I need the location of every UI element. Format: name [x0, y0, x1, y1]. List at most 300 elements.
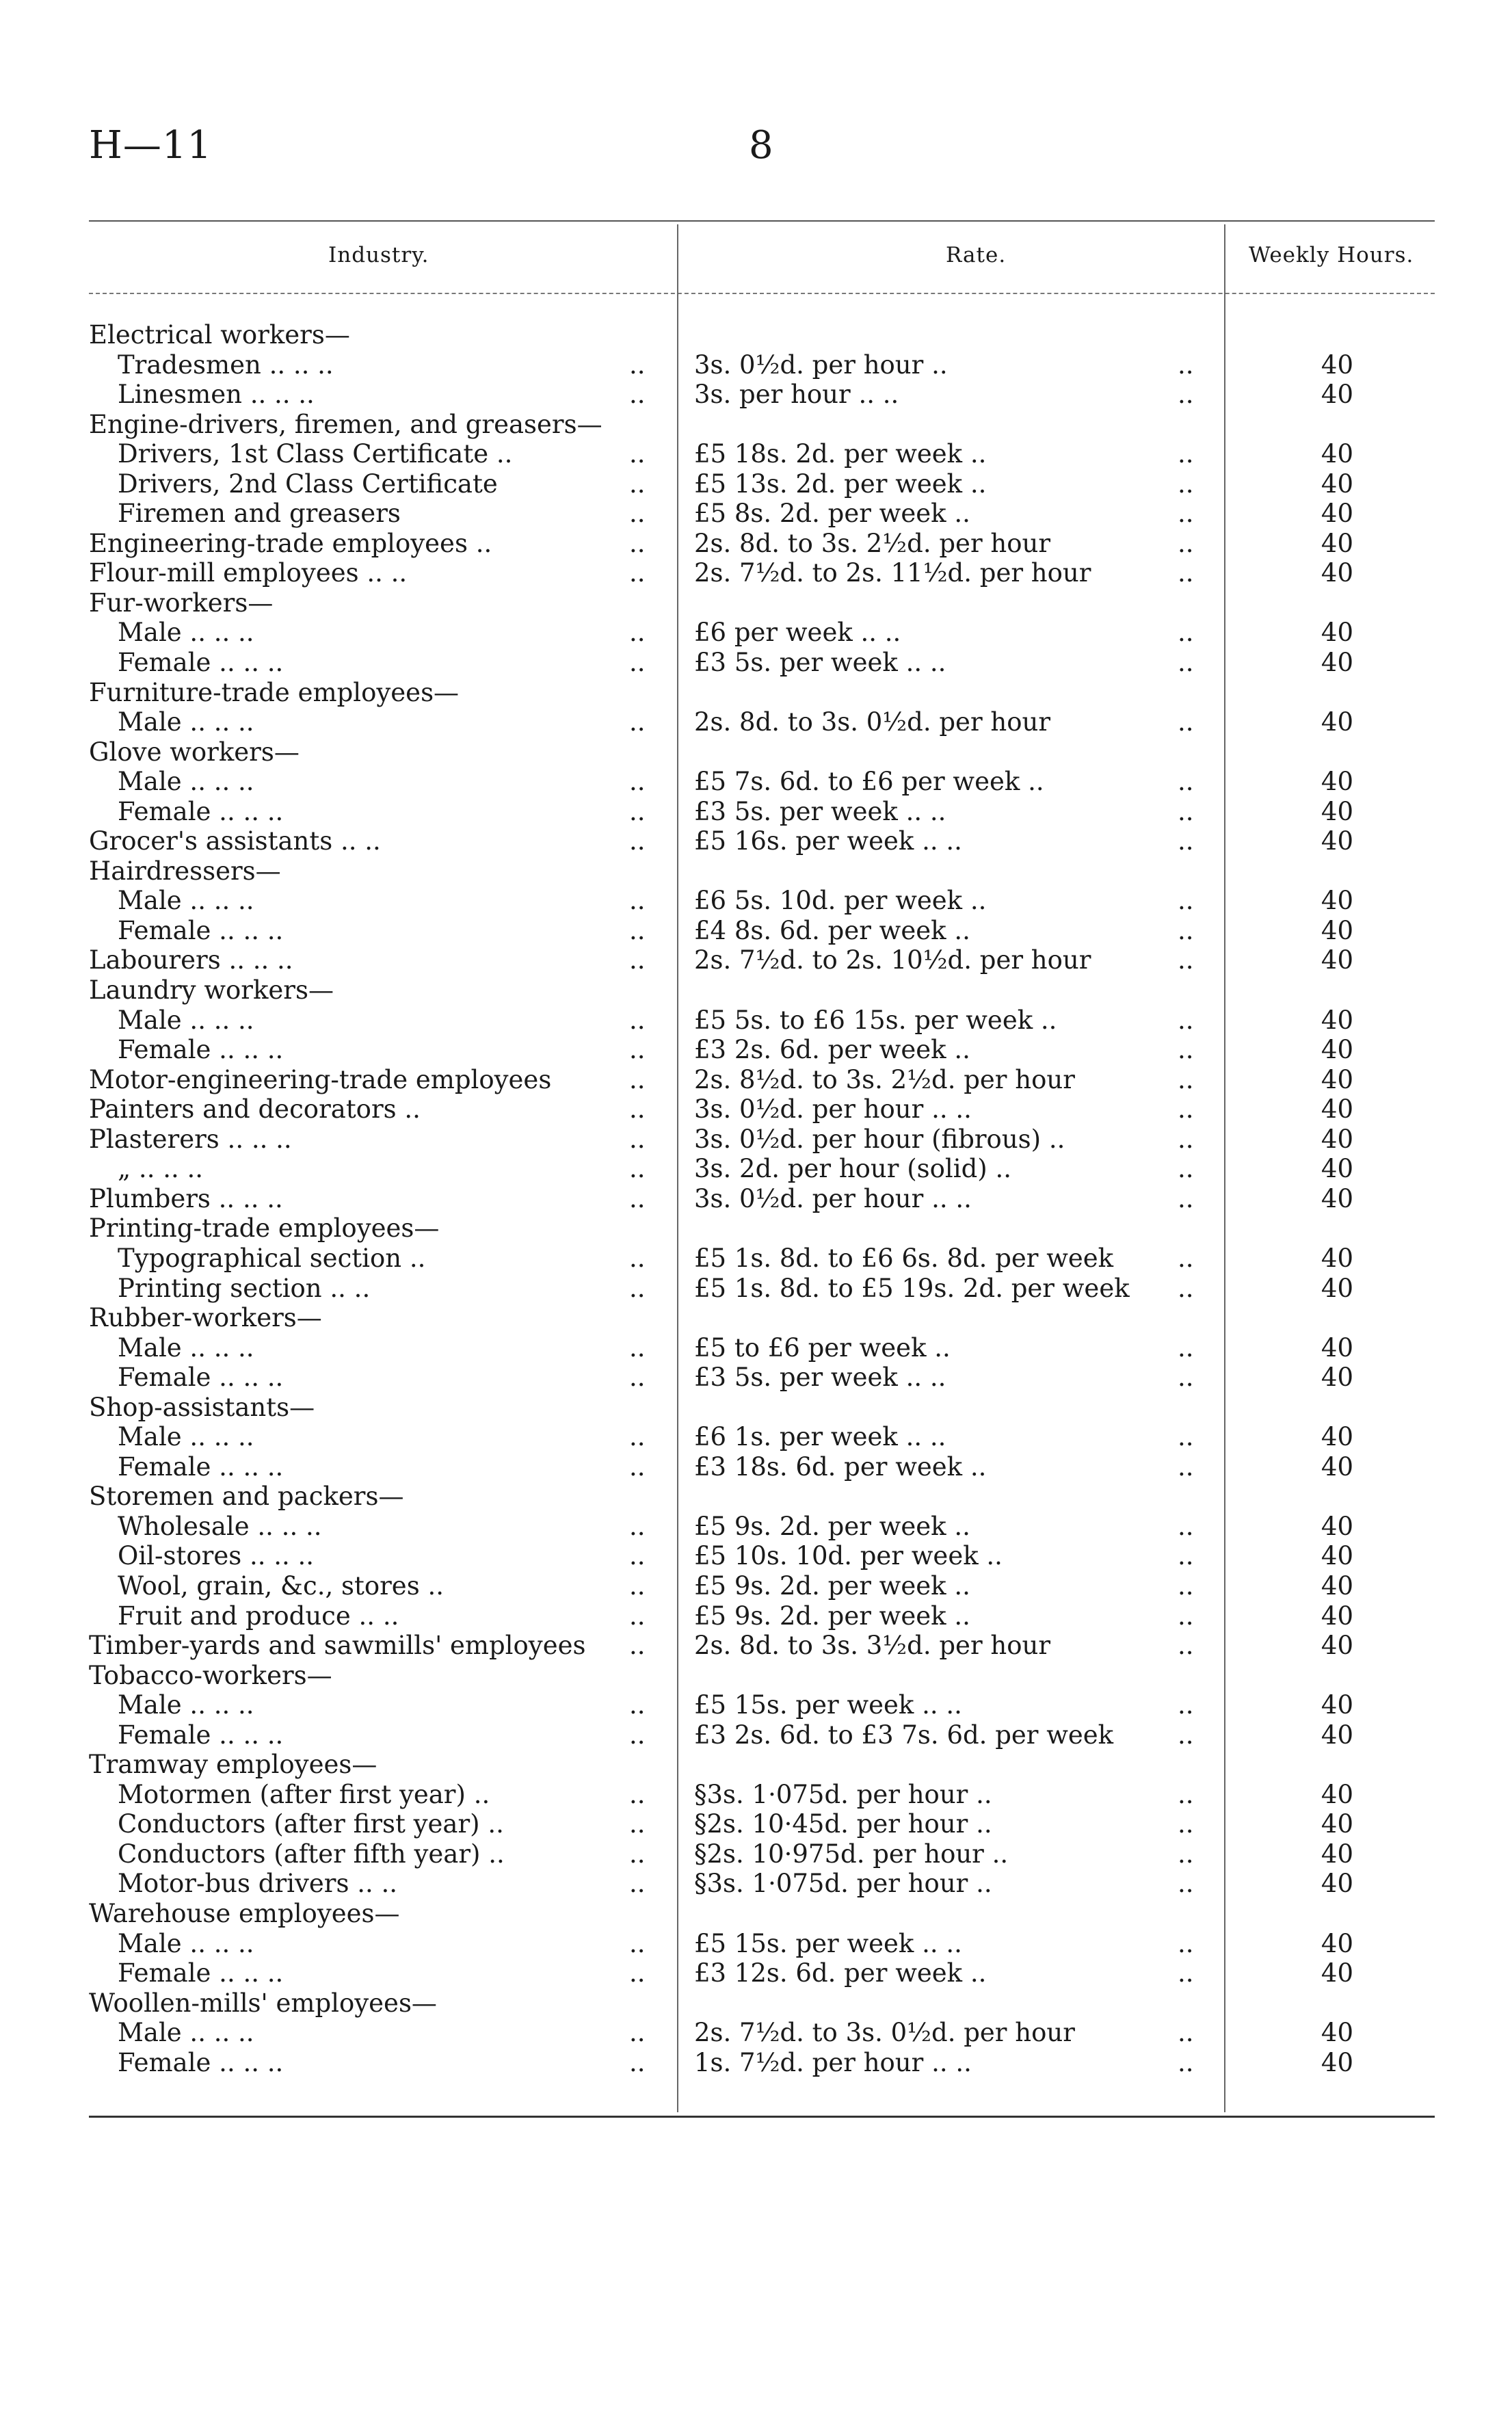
leader-dots: .. — [1178, 1928, 1194, 1958]
industry-cell: Conductors (after fifth year) .. — [118, 1839, 505, 1869]
rate-cell: £3 18s. 6d. per week .. — [694, 1451, 987, 1482]
leader-dots: .. — [1178, 2047, 1194, 2077]
weekly-hours-cell: 40 — [1321, 469, 1353, 499]
industry-cell: Male .. .. .. — [118, 1332, 254, 1363]
table-row — [0, 1482, 1512, 1512]
table-row — [0, 886, 1512, 916]
industry-cell: Hairdressers— — [89, 856, 281, 886]
rate-cell: £4 8s. 6d. per week .. — [694, 915, 970, 945]
table-row — [0, 2048, 1512, 2078]
table-row — [0, 707, 1512, 737]
industry-cell: Wool, grain, &c., stores .. — [118, 1571, 444, 1601]
industry-cell: Female .. .. .. — [118, 2047, 284, 2077]
leader-dots: .. — [629, 350, 646, 380]
leader-dots: .. — [629, 1631, 646, 1661]
table-row — [0, 678, 1512, 708]
leader-dots: .. — [1178, 1035, 1194, 1065]
leader-dots: .. — [1178, 528, 1194, 558]
leader-dots: .. — [629, 1124, 646, 1154]
table-row — [0, 1452, 1512, 1482]
weekly-hours-cell: 40 — [1321, 1332, 1353, 1363]
industry-cell: Fur-workers— — [89, 588, 274, 618]
industry-cell: Motormen (after first year) .. — [118, 1779, 490, 1809]
industry-cell: Male .. .. .. — [118, 886, 254, 916]
rate-cell: £6 1s. per week .. .. — [694, 1422, 946, 1452]
rate-cell: §2s. 10·975d. per hour .. — [694, 1839, 1009, 1869]
rate-cell: £5 13s. 2d. per week .. — [694, 469, 987, 499]
industry-cell: Glove workers— — [89, 737, 300, 767]
industry-cell: Electrical workers— — [89, 320, 350, 350]
table-row — [0, 1363, 1512, 1393]
leader-dots: .. — [1178, 1720, 1194, 1750]
table-row — [0, 320, 1512, 350]
table-row — [0, 1244, 1512, 1274]
industry-cell: Male .. .. .. — [118, 2018, 254, 2048]
leader-dots: .. — [1178, 1869, 1194, 1899]
table-row — [0, 1780, 1512, 1810]
rate-cell: £5 to £6 per week .. — [694, 1332, 951, 1363]
table-row — [0, 1512, 1512, 1542]
table-row — [0, 1899, 1512, 1929]
table-row — [0, 1809, 1512, 1839]
industry-cell: Male .. .. .. — [118, 1928, 254, 1958]
weekly-hours-cell: 40 — [1321, 648, 1353, 678]
weekly-hours-cell: 40 — [1321, 1005, 1353, 1035]
rate-cell: 2s. 7½d. to 3s. 0½d. per hour — [694, 2018, 1075, 2048]
industry-cell: Female .. .. .. — [118, 648, 284, 678]
leader-dots: .. — [629, 1541, 646, 1571]
weekly-hours-cell: 40 — [1321, 707, 1353, 737]
rate-cell: 2s. 8d. to 3s. 3½d. per hour — [694, 1631, 1051, 1661]
leader-dots: .. — [1178, 826, 1194, 856]
industry-cell: Plumbers .. .. .. — [89, 1183, 283, 1213]
rate-cell: £3 2s. 6d. per week .. — [694, 1035, 970, 1065]
rate-cell: £5 7s. 6d. to £6 per week .. — [694, 767, 1044, 797]
rate-cell: £3 5s. per week .. .. — [694, 1363, 946, 1393]
industry-cell: Male .. .. .. — [118, 1690, 254, 1720]
weekly-hours-cell: 40 — [1321, 886, 1353, 916]
leader-dots: .. — [629, 439, 646, 469]
weekly-hours-cell: 40 — [1321, 1154, 1353, 1184]
leader-dots: .. — [629, 826, 646, 856]
column-header-industry: Industry. — [328, 243, 429, 267]
rate-cell: §2s. 10·45d. per hour .. — [694, 1809, 992, 1839]
table-row — [0, 1720, 1512, 1750]
rate-cell: £3 5s. per week .. .. — [694, 796, 946, 826]
table-row — [0, 1571, 1512, 1601]
industry-cell: Storemen and packers— — [89, 1482, 404, 1512]
weekly-hours-cell: 40 — [1321, 1273, 1353, 1303]
table-row — [0, 797, 1512, 827]
weekly-hours-cell: 40 — [1321, 915, 1353, 945]
weekly-hours-cell: 40 — [1321, 1928, 1353, 1958]
weekly-hours-cell: 40 — [1321, 1363, 1353, 1393]
industry-cell: Male .. .. .. — [118, 1005, 254, 1035]
rate-cell: £5 1s. 8d. to £5 19s. 2d. per week — [694, 1273, 1130, 1303]
table-row — [0, 916, 1512, 946]
leader-dots: .. — [629, 1422, 646, 1452]
industry-cell: Typographical section .. — [118, 1243, 426, 1273]
leader-dots: .. — [1178, 1601, 1194, 1631]
table-row — [0, 1929, 1512, 1959]
leader-dots: .. — [1178, 1154, 1194, 1184]
leader-dots: .. — [629, 558, 646, 588]
weekly-hours-cell: 40 — [1321, 1243, 1353, 1273]
leader-dots: .. — [1178, 558, 1194, 588]
leader-dots: .. — [629, 499, 646, 529]
rate-cell: §3s. 1·075d. per hour .. — [694, 1869, 992, 1899]
weekly-hours-cell: 40 — [1321, 945, 1353, 975]
leader-dots: .. — [1178, 1183, 1194, 1213]
leader-dots: .. — [1178, 1690, 1194, 1720]
weekly-hours-cell: 40 — [1321, 528, 1353, 558]
table-row — [0, 1094, 1512, 1125]
leader-dots: .. — [629, 618, 646, 648]
column-header-rate: Rate. — [946, 243, 1007, 267]
table-row — [0, 648, 1512, 678]
leader-dots: .. — [1178, 796, 1194, 826]
leader-dots: .. — [629, 1094, 646, 1125]
leader-dots: .. — [629, 1809, 646, 1839]
leader-dots: .. — [1178, 1958, 1194, 1988]
weekly-hours-cell: 40 — [1321, 2047, 1353, 2077]
leader-dots: .. — [1178, 1511, 1194, 1541]
leader-dots: .. — [1178, 1273, 1194, 1303]
weekly-hours-cell: 40 — [1321, 1869, 1353, 1899]
page-number: 8 — [749, 123, 773, 168]
leader-dots: .. — [1178, 618, 1194, 648]
leader-dots: .. — [629, 1154, 646, 1184]
table-row — [0, 1988, 1512, 2019]
industry-cell: Rubber-workers— — [89, 1303, 322, 1333]
weekly-hours-cell: 40 — [1321, 1601, 1353, 1631]
table-row — [0, 588, 1512, 618]
weekly-hours-cell: 40 — [1321, 1809, 1353, 1839]
table-row — [0, 945, 1512, 975]
industry-cell: Timber-yards and sawmills' employees — [89, 1631, 586, 1661]
weekly-hours-cell: 40 — [1321, 1064, 1353, 1094]
table-row — [0, 410, 1512, 440]
table-row — [0, 499, 1512, 529]
leader-dots: .. — [629, 1273, 646, 1303]
rate-cell: £6 per week .. .. — [694, 618, 901, 648]
industry-cell: Printing section .. .. — [118, 1273, 371, 1303]
table-row — [0, 350, 1512, 380]
industry-cell: Painters and decorators .. — [89, 1094, 421, 1125]
leader-dots: .. — [629, 767, 646, 797]
weekly-hours-cell: 40 — [1321, 1690, 1353, 1720]
table-row — [0, 380, 1512, 410]
industry-cell: Motor-engineering-trade employees — [89, 1064, 552, 1094]
leader-dots: .. — [1178, 1571, 1194, 1601]
leader-dots: .. — [629, 1779, 646, 1809]
industry-cell: Furniture-trade employees— — [89, 677, 460, 707]
rate-cell: 1s. 7½d. per hour .. .. — [694, 2047, 972, 2077]
weekly-hours-cell: 40 — [1321, 1511, 1353, 1541]
page-reference: H—11 — [89, 123, 213, 168]
table-row — [0, 1661, 1512, 1691]
table-row — [0, 2018, 1512, 2048]
table-row — [0, 767, 1512, 797]
wage-table-body — [0, 320, 1512, 2077]
leader-dots: .. — [629, 1035, 646, 1065]
leader-dots: .. — [1178, 1541, 1194, 1571]
leader-dots: .. — [629, 528, 646, 558]
table-bottom-rule — [89, 2116, 1435, 2118]
leader-dots: .. — [1178, 469, 1194, 499]
industry-cell: Female .. .. .. — [118, 1451, 284, 1482]
weekly-hours-cell: 40 — [1321, 1779, 1353, 1809]
leader-dots: .. — [629, 1869, 646, 1899]
weekly-hours-cell: 40 — [1321, 1571, 1353, 1601]
table-row — [0, 618, 1512, 648]
rate-cell: 2s. 7½d. to 2s. 10½d. per hour — [694, 945, 1091, 975]
table-row — [0, 1601, 1512, 1631]
leader-dots: .. — [629, 2047, 646, 2077]
table-row — [0, 1125, 1512, 1155]
industry-cell: Female .. .. .. — [118, 915, 284, 945]
leader-dots: .. — [1178, 2018, 1194, 2048]
leader-dots: .. — [629, 1601, 646, 1631]
table-row — [0, 826, 1512, 856]
rate-cell: 3s. 0½d. per hour (fibrous) .. — [694, 1124, 1065, 1154]
weekly-hours-cell: 40 — [1321, 1541, 1353, 1571]
weekly-hours-cell: 40 — [1321, 1094, 1353, 1125]
industry-cell: Linesmen .. .. .. — [118, 380, 315, 410]
leader-dots: .. — [629, 915, 646, 945]
leader-dots: .. — [1178, 707, 1194, 737]
weekly-hours-cell: 40 — [1321, 499, 1353, 529]
table-row — [0, 1184, 1512, 1214]
rate-cell: 3s. 0½d. per hour .. .. — [694, 1183, 972, 1213]
column-header-weekly-hours: Weekly Hours. — [1249, 243, 1414, 267]
leader-dots: .. — [629, 1571, 646, 1601]
industry-cell: Motor-bus drivers .. .. — [118, 1869, 398, 1899]
weekly-hours-cell: 40 — [1321, 1839, 1353, 1869]
industry-cell: Grocer's assistants .. .. — [89, 826, 381, 856]
rate-cell: £5 16s. per week .. .. — [694, 826, 962, 856]
leader-dots: .. — [629, 648, 646, 678]
industry-cell: Engineering-trade employees .. — [89, 528, 492, 558]
industry-cell: Flour-mill employees .. .. — [89, 558, 408, 588]
weekly-hours-cell: 40 — [1321, 1958, 1353, 1988]
leader-dots: .. — [1178, 1422, 1194, 1452]
weekly-hours-cell: 40 — [1321, 618, 1353, 648]
industry-cell: Shop-assistants— — [89, 1392, 315, 1422]
leader-dots: .. — [1178, 1332, 1194, 1363]
leader-dots: .. — [629, 380, 646, 410]
weekly-hours-cell: 40 — [1321, 380, 1353, 410]
table-row — [0, 1303, 1512, 1333]
industry-cell: Printing-trade employees— — [89, 1213, 440, 1244]
table-row — [0, 1065, 1512, 1095]
weekly-hours-cell: 40 — [1321, 1720, 1353, 1750]
rate-cell: £5 9s. 2d. per week .. — [694, 1571, 970, 1601]
rate-cell: £3 12s. 6d. per week .. — [694, 1958, 987, 1988]
rate-cell: £6 5s. 10d. per week .. — [694, 886, 987, 916]
table-row — [0, 1541, 1512, 1571]
industry-cell: Wholesale .. .. .. — [118, 1511, 322, 1541]
industry-cell: Tobacco-workers— — [89, 1660, 332, 1690]
leader-dots: .. — [1178, 1451, 1194, 1482]
industry-cell: Tradesmen .. .. .. — [118, 350, 334, 380]
table-top-rule — [89, 220, 1435, 222]
rate-cell: 2s. 8d. to 3s. 2½d. per hour — [694, 528, 1051, 558]
rate-cell: 2s. 7½d. to 2s. 11½d. per hour — [694, 558, 1091, 588]
leader-dots: .. — [1178, 1064, 1194, 1094]
weekly-hours-cell: 40 — [1321, 439, 1353, 469]
rate-cell: 2s. 8½d. to 3s. 2½d. per hour — [694, 1064, 1075, 1094]
leader-dots: .. — [1178, 767, 1194, 797]
industry-cell: Male .. .. .. — [118, 707, 254, 737]
leader-dots: .. — [629, 1839, 646, 1869]
industry-cell: Female .. .. .. — [118, 1720, 284, 1750]
leader-dots: .. — [1178, 439, 1194, 469]
industry-cell: Female .. .. .. — [118, 1035, 284, 1065]
rate-cell: £5 9s. 2d. per week .. — [694, 1601, 970, 1631]
table-row — [0, 737, 1512, 767]
leader-dots: .. — [629, 2018, 646, 2048]
rate-cell: £3 2s. 6d. to £3 7s. 6d. per week — [694, 1720, 1114, 1750]
industry-cell: Oil-stores .. .. .. — [118, 1541, 315, 1571]
leader-dots: .. — [1178, 1124, 1194, 1154]
rate-cell: £5 9s. 2d. per week .. — [694, 1511, 970, 1541]
leader-dots: .. — [1178, 350, 1194, 380]
leader-dots: .. — [1178, 1809, 1194, 1839]
industry-cell: Plasterers .. .. .. — [89, 1124, 292, 1154]
industry-cell: Conductors (after first year) .. — [118, 1809, 504, 1839]
industry-cell: Drivers, 2nd Class Certificate — [118, 469, 498, 499]
leader-dots: .. — [629, 1064, 646, 1094]
rate-cell: §3s. 1·075d. per hour .. — [694, 1779, 992, 1809]
industry-cell: „ .. .. .. — [118, 1154, 204, 1184]
rate-cell: 3s. 0½d. per hour .. .. — [694, 1094, 972, 1125]
table-row — [0, 1035, 1512, 1065]
industry-cell: Fruit and produce .. .. — [118, 1601, 399, 1631]
rate-cell: 3s. per hour .. .. — [694, 380, 899, 410]
rate-cell: £5 15s. per week .. .. — [694, 1928, 962, 1958]
industry-cell: Labourers .. .. .. — [89, 945, 293, 975]
table-row — [0, 1839, 1512, 1869]
weekly-hours-cell: 40 — [1321, 826, 1353, 856]
weekly-hours-cell: 40 — [1321, 1451, 1353, 1482]
table-row — [0, 1750, 1512, 1780]
leader-dots: .. — [629, 469, 646, 499]
industry-cell: Female .. .. .. — [118, 1958, 284, 1988]
rate-cell: £5 1s. 8d. to £6 6s. 8d. per week — [694, 1243, 1114, 1273]
leader-dots: .. — [1178, 945, 1194, 975]
leader-dots: .. — [629, 707, 646, 737]
weekly-hours-cell: 40 — [1321, 350, 1353, 380]
table-row — [0, 1006, 1512, 1036]
table-row — [0, 1213, 1512, 1244]
industry-cell: Warehouse employees— — [89, 1898, 400, 1928]
weekly-hours-cell: 40 — [1321, 1183, 1353, 1213]
table-row — [0, 1274, 1512, 1304]
rate-cell: £5 5s. to £6 15s. per week .. — [694, 1005, 1057, 1035]
rate-cell: £5 15s. per week .. .. — [694, 1690, 962, 1720]
table-row — [0, 439, 1512, 469]
rate-cell: £5 10s. 10d. per week .. — [694, 1541, 1003, 1571]
leader-dots: .. — [1178, 915, 1194, 945]
weekly-hours-cell: 40 — [1321, 2018, 1353, 2048]
leader-dots: .. — [629, 1928, 646, 1958]
rate-cell: 2s. 8d. to 3s. 0½d. per hour — [694, 707, 1051, 737]
table-row — [0, 856, 1512, 886]
industry-cell: Firemen and greasers — [118, 499, 401, 529]
table-row — [0, 1154, 1512, 1184]
table-row — [0, 1422, 1512, 1452]
leader-dots: .. — [629, 1690, 646, 1720]
rate-cell: £5 18s. 2d. per week .. — [694, 439, 987, 469]
table-row — [0, 1333, 1512, 1363]
industry-cell: Female .. .. .. — [118, 796, 284, 826]
table-row — [0, 529, 1512, 559]
leader-dots: .. — [629, 1958, 646, 1988]
leader-dots: .. — [629, 945, 646, 975]
weekly-hours-cell: 40 — [1321, 1124, 1353, 1154]
table-row — [0, 469, 1512, 499]
rate-cell: 3s. 2d. per hour (solid) .. — [694, 1154, 1011, 1184]
weekly-hours-cell: 40 — [1321, 796, 1353, 826]
leader-dots: .. — [629, 886, 646, 916]
rate-cell: £5 8s. 2d. per week .. — [694, 499, 970, 529]
table-row — [0, 1631, 1512, 1661]
leader-dots: .. — [1178, 1839, 1194, 1869]
leader-dots: .. — [629, 1363, 646, 1393]
industry-cell: Woollen-mills' employees— — [89, 1988, 437, 2018]
leader-dots: .. — [629, 1511, 646, 1541]
leader-dots: .. — [629, 1243, 646, 1273]
table-row — [0, 975, 1512, 1006]
header-divider — [89, 293, 1435, 294]
leader-dots: .. — [629, 1332, 646, 1363]
weekly-hours-cell: 40 — [1321, 1035, 1353, 1065]
table-row — [0, 1869, 1512, 1899]
leader-dots: .. — [1178, 1631, 1194, 1661]
leader-dots: .. — [1178, 499, 1194, 529]
weekly-hours-cell: 40 — [1321, 1422, 1353, 1452]
leader-dots: .. — [1178, 1243, 1194, 1273]
industry-cell: Male .. .. .. — [118, 618, 254, 648]
industry-cell: Male .. .. .. — [118, 1422, 254, 1452]
leader-dots: .. — [629, 1183, 646, 1213]
table-row — [0, 1690, 1512, 1720]
table-row — [0, 1958, 1512, 1988]
industry-cell: Female .. .. .. — [118, 1363, 284, 1393]
industry-cell: Male .. .. .. — [118, 767, 254, 797]
weekly-hours-cell: 40 — [1321, 1631, 1353, 1661]
leader-dots: .. — [1178, 1779, 1194, 1809]
weekly-hours-cell: 40 — [1321, 767, 1353, 797]
leader-dots: .. — [1178, 380, 1194, 410]
industry-cell: Engine-drivers, firemen, and greasers— — [89, 409, 602, 439]
rate-cell: £3 5s. per week .. .. — [694, 648, 946, 678]
table-row — [0, 558, 1512, 588]
rate-cell: 3s. 0½d. per hour .. — [694, 350, 948, 380]
industry-cell: Laundry workers— — [89, 975, 334, 1006]
leader-dots: .. — [629, 1720, 646, 1750]
leader-dots: .. — [629, 1005, 646, 1035]
leader-dots: .. — [629, 796, 646, 826]
industry-cell: Tramway employees— — [89, 1750, 377, 1780]
table-row — [0, 1393, 1512, 1423]
leader-dots: .. — [1178, 1363, 1194, 1393]
leader-dots: .. — [1178, 648, 1194, 678]
leader-dots: .. — [1178, 1005, 1194, 1035]
leader-dots: .. — [629, 1451, 646, 1482]
leader-dots: .. — [1178, 1094, 1194, 1125]
